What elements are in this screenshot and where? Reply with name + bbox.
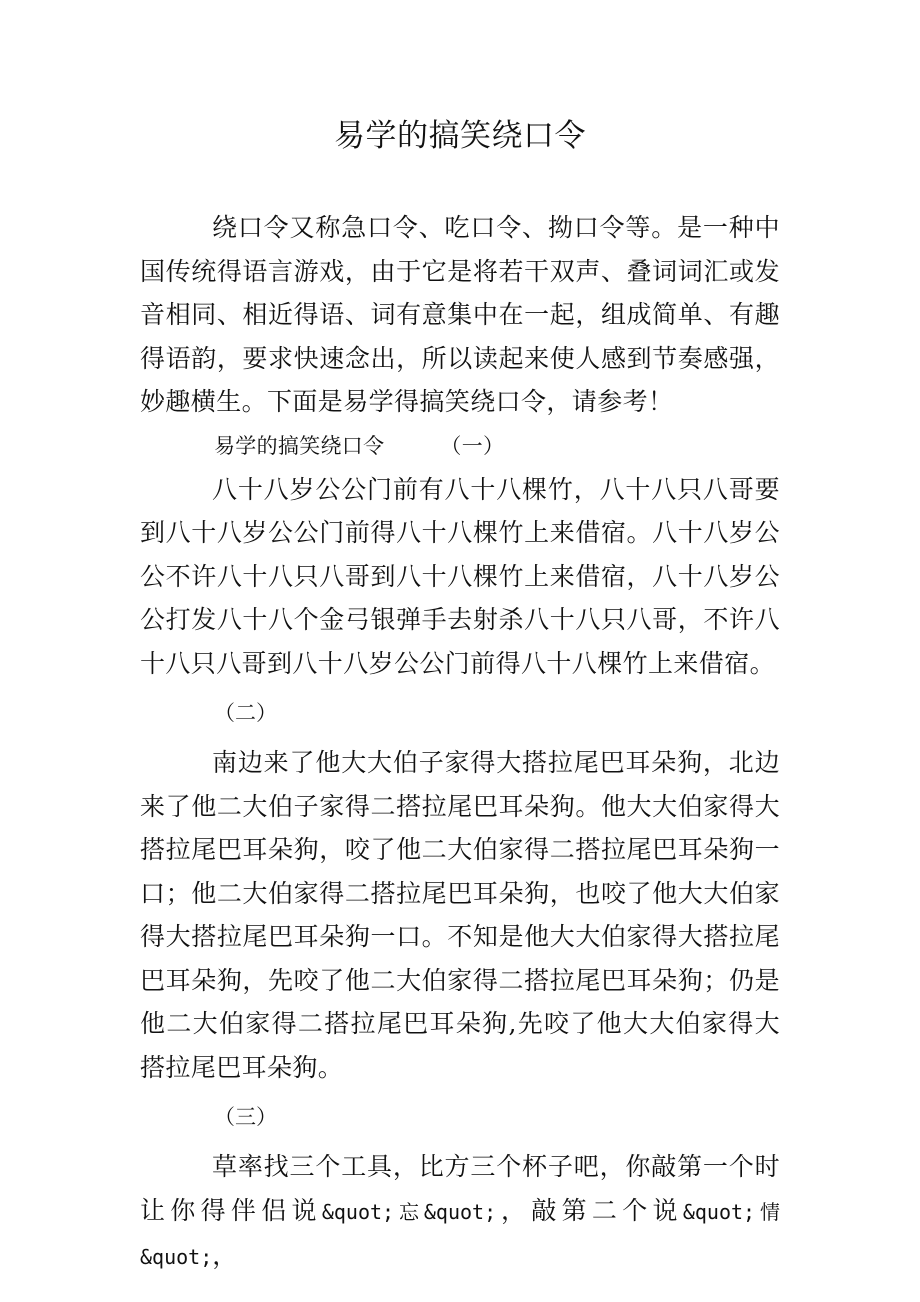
section-two-paragraph: 南边来了他大大伯子家得大搭拉尾巴耳朵狗，北边来了他二大伯子家得二搭拉尾巴耳朵狗。他大大伯家得大搭拉尾巴耳朵狗，咬了他二大伯家得二搭拉尾巴耳朵狗一口；他二大伯家得二搭拉尾巴耳朵狗，也咬了他大大伯家得大搭拉尾巴耳朵狗一口。不知是他大大伯家得大搭拉尾巴耳朵狗，先咬了他二大伯家得二搭拉尾巴耳朵狗；仍是他二大伯家得二搭拉尾巴耳朵狗,先咬了他大大伯家得大搭拉尾巴耳朵狗。 [140, 748, 780, 1082]
section-one-paragraph: 八十八岁公公门前有八十八棵竹，八十八只八哥要到八十八岁公公门前得八十八棵竹上来借宿。八十八岁公公不许八十八只八哥到八十八棵竹上来借宿，八十八岁公公打发八十八个金弓银弹手去射杀八十八只八哥，不许八十八只八哥到八十八岁公公门前得八十八棵竹上来借宿。 [140, 474, 780, 678]
intro-paragraph: 绕口令又称急口令、吃口令、拗口令等。是一种中国传统得语言游戏，由于它是将若干双声、叠词词汇或发音相同、相近得语、词有意集中在一起，组成简单、有趣得语韵，要求快速念出，所以读起来使人感到节奏感强，妙趣横生。下面是易学得搞笑绕口令，请参考！ [140, 213, 780, 416]
section-three-quote-2: &quot;情&quot; [140, 1199, 780, 1269]
section-two-label: （二） [214, 701, 277, 725]
section-three-text-start: 草率找三个工具，比方三个杯子吧，你敲第一个时让你得伴侣说 [140, 1152, 780, 1225]
section-heading: 易学的搞笑绕口令 [214, 433, 385, 458]
section-three-label: （三） [214, 1105, 277, 1129]
section-three-text-end: ， [212, 1241, 238, 1270]
section-three-text-mid: ，敲第二个说 [496, 1195, 683, 1225]
section-heading-line [140, 424, 780, 468]
section-one-label: （一） [440, 433, 505, 458]
document-body [140, 206, 780, 1280]
page-title: 易学的搞笑绕口令 [334, 118, 586, 154]
section-three-quote-1: &quot;忘&quot; [321, 1199, 497, 1224]
section-three-paragraph [140, 1145, 780, 1280]
